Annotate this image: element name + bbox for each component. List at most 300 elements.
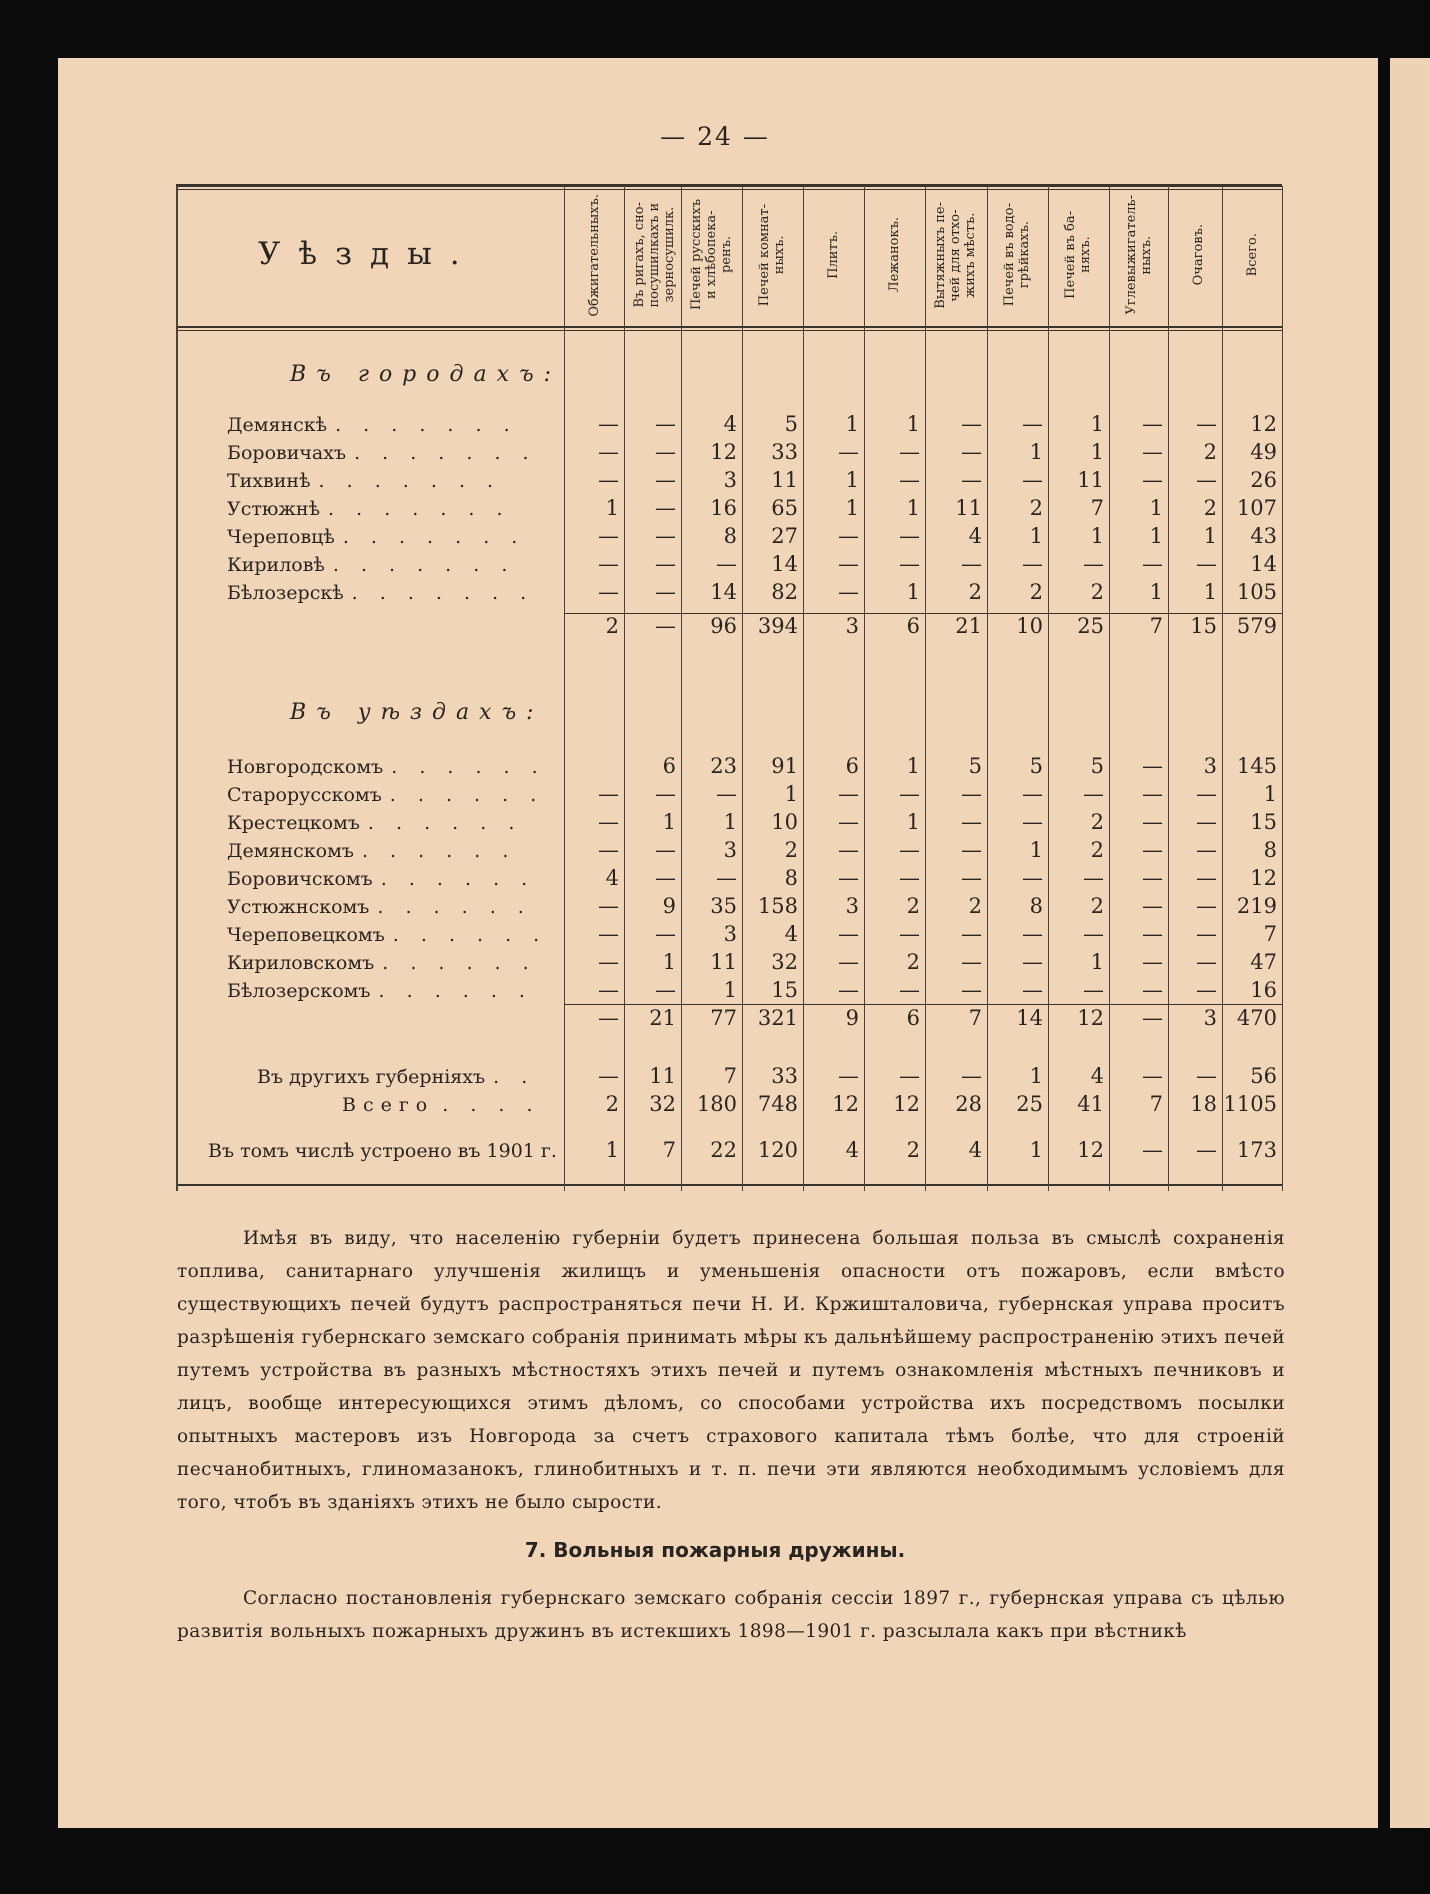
table-cell: — bbox=[899, 552, 920, 576]
table-cell: 9 bbox=[662, 894, 676, 918]
table-cell: 1105 bbox=[1223, 1092, 1277, 1116]
table-cell: 321 bbox=[757, 1006, 798, 1030]
table-cell: 49 bbox=[1250, 440, 1277, 464]
table-cell: 28 bbox=[955, 1092, 982, 1116]
column-header-5 bbox=[806, 190, 860, 320]
table-cell: — bbox=[1196, 838, 1217, 862]
table-cell: 15 bbox=[1190, 614, 1217, 638]
table-cell: — bbox=[1022, 468, 1043, 492]
table-cell: 9 bbox=[845, 1006, 859, 1030]
table-cell: — bbox=[1142, 838, 1163, 862]
table-cell: — bbox=[598, 440, 619, 464]
column-rule bbox=[925, 186, 926, 1191]
table-cell: — bbox=[838, 580, 859, 604]
table-cell: 1 bbox=[906, 754, 920, 778]
table-cell: 1 bbox=[1029, 524, 1043, 548]
table-cell: 1 bbox=[1090, 950, 1104, 974]
column-header-text: Очаговъ. bbox=[1190, 224, 1206, 286]
table-cell: — bbox=[899, 978, 920, 1002]
table-cell: — bbox=[1142, 552, 1163, 576]
table-cell: — bbox=[961, 552, 982, 576]
table-cell: 32 bbox=[649, 1092, 676, 1116]
table-cell: 12 bbox=[893, 1092, 920, 1116]
table-cell: 7 bbox=[1263, 922, 1277, 946]
table-cell: — bbox=[1022, 866, 1043, 890]
table-cell: 4 bbox=[723, 412, 737, 436]
table-cell: — bbox=[899, 838, 920, 862]
column-header-text: Въ ригахъ, сно- посушилкахъ и зерносушилк. bbox=[631, 202, 677, 308]
table-cell: — bbox=[655, 468, 676, 492]
column-header-7 bbox=[928, 190, 982, 320]
table-cell: 1 bbox=[1203, 524, 1217, 548]
district-row-label bbox=[227, 840, 516, 862]
table-cell: 1 bbox=[723, 978, 737, 1002]
table-cell: 22 bbox=[710, 1138, 737, 1162]
table-cell: — bbox=[1022, 552, 1043, 576]
table-cell: — bbox=[598, 978, 619, 1002]
table-cell: 2 bbox=[1090, 810, 1104, 834]
table-cell: 10 bbox=[771, 810, 798, 834]
page-number: — 24 — bbox=[660, 122, 770, 151]
leader-dots: . . . . . . bbox=[389, 784, 545, 806]
table-cell: — bbox=[1083, 922, 1104, 946]
table-cell: 1 bbox=[906, 810, 920, 834]
column-header-10 bbox=[1112, 190, 1166, 320]
column-header-1 bbox=[567, 190, 621, 320]
table-cell: 25 bbox=[1016, 1092, 1043, 1116]
table-cell: — bbox=[598, 524, 619, 548]
table-cell: — bbox=[1142, 440, 1163, 464]
table-cell: 3 bbox=[1203, 1006, 1217, 1030]
table-cell: — bbox=[716, 552, 737, 576]
column-header-text: Печей въ водо- грѣйкахъ. bbox=[1002, 203, 1032, 307]
table-cell: 4 bbox=[968, 524, 982, 548]
table-cell: 15 bbox=[1250, 810, 1277, 834]
table-cell: — bbox=[1142, 922, 1163, 946]
table-cell: 2 bbox=[784, 838, 798, 862]
table-cell: 2 bbox=[906, 950, 920, 974]
column-header-2 bbox=[627, 190, 681, 320]
table-cell: 14 bbox=[1016, 1006, 1043, 1030]
table-cell: 1 bbox=[1149, 496, 1163, 520]
table-cell: 7 bbox=[1090, 496, 1104, 520]
table-cell: 3 bbox=[845, 894, 859, 918]
district-row-name: Кириловскомъ bbox=[227, 952, 375, 974]
table-cell: 3 bbox=[723, 838, 737, 862]
table-cell: 4 bbox=[784, 922, 798, 946]
row-header: Уѣзды. bbox=[258, 236, 478, 272]
column-header-9 bbox=[1051, 190, 1105, 320]
table-cell: — bbox=[655, 978, 676, 1002]
table-cell: 1 bbox=[1029, 1064, 1043, 1088]
city-row-name: Кириловѣ bbox=[227, 554, 325, 576]
table-cell: — bbox=[961, 810, 982, 834]
table-cell: 18 bbox=[1190, 1092, 1217, 1116]
table-cell: — bbox=[838, 950, 859, 974]
table-cell: 2 bbox=[605, 1092, 619, 1116]
table-cell: — bbox=[598, 580, 619, 604]
table-cell: — bbox=[961, 412, 982, 436]
table-cell: — bbox=[598, 782, 619, 806]
column-header-text: Печей въ ба- няхъ. bbox=[1063, 211, 1093, 299]
table-cell: 6 bbox=[906, 1006, 920, 1030]
table-cell: — bbox=[655, 524, 676, 548]
table-cell: 7 bbox=[662, 1138, 676, 1162]
column-header-11 bbox=[1171, 190, 1225, 320]
table-cell: — bbox=[899, 468, 920, 492]
table-cell: — bbox=[655, 782, 676, 806]
table-cell: 21 bbox=[955, 614, 982, 638]
table-cell: — bbox=[838, 552, 859, 576]
column-rule bbox=[1109, 186, 1110, 1191]
table-cell: — bbox=[655, 440, 676, 464]
table-cell: — bbox=[899, 866, 920, 890]
grand-total-row-label bbox=[342, 1094, 541, 1116]
table-cell: — bbox=[598, 468, 619, 492]
city-row-name: Череповцѣ bbox=[227, 526, 335, 548]
column-rule bbox=[564, 186, 565, 1191]
table-cell: 5 bbox=[784, 412, 798, 436]
table-cell: 120 bbox=[757, 1138, 798, 1162]
table-cell: 2 bbox=[1203, 496, 1217, 520]
leader-dots: . . . . . . bbox=[380, 868, 536, 890]
table-cell: — bbox=[716, 782, 737, 806]
table-cell: — bbox=[655, 838, 676, 862]
column-header-12 bbox=[1225, 190, 1279, 320]
table-cell: 12 bbox=[1077, 1006, 1104, 1030]
table-cell: — bbox=[899, 922, 920, 946]
column-rule bbox=[803, 186, 804, 1191]
table-cell: — bbox=[1196, 782, 1217, 806]
table-cell: 15 bbox=[771, 978, 798, 1002]
table-cell: 1 bbox=[1263, 782, 1277, 806]
table-cell: — bbox=[716, 866, 737, 890]
table-cell: 394 bbox=[757, 614, 798, 638]
city-row-name: Боровичахъ bbox=[227, 442, 347, 464]
city-row-name: Бѣлозерскѣ bbox=[227, 582, 344, 604]
table-cell: 2 bbox=[1090, 894, 1104, 918]
city-row-name: Демянскѣ bbox=[227, 414, 328, 436]
column-rule bbox=[176, 186, 178, 1191]
column-rule bbox=[1222, 186, 1223, 1191]
column-header-text: Обжигательныхъ. bbox=[586, 193, 602, 317]
column-rule bbox=[864, 186, 865, 1191]
table-cell: 748 bbox=[757, 1092, 798, 1116]
table-cell: 1 bbox=[906, 496, 920, 520]
table-cell: — bbox=[838, 866, 859, 890]
table-cell: 35 bbox=[710, 894, 737, 918]
leader-dots: . . . . . . bbox=[391, 756, 546, 778]
table-cell: 25 bbox=[1077, 614, 1104, 638]
table-cell: 1 bbox=[906, 580, 920, 604]
table-cell: 6 bbox=[906, 614, 920, 638]
table-cell: 11 bbox=[710, 950, 737, 974]
table-cell: 23 bbox=[710, 754, 737, 778]
table-cell: — bbox=[1022, 922, 1043, 946]
column-header-text: Печей комнат- ныхъ. bbox=[757, 203, 787, 307]
table-cell: — bbox=[838, 440, 859, 464]
table-cell: — bbox=[838, 978, 859, 1002]
district-row-name: Крестецкомъ bbox=[227, 812, 360, 834]
table-cell: 82 bbox=[771, 580, 798, 604]
table-cell: 1 bbox=[723, 810, 737, 834]
table-cell: — bbox=[1142, 1006, 1163, 1030]
table-cell: — bbox=[838, 524, 859, 548]
table-cell: — bbox=[1142, 810, 1163, 834]
district-row-label bbox=[227, 756, 546, 778]
table-cell: — bbox=[1196, 922, 1217, 946]
table-cell: — bbox=[1083, 552, 1104, 576]
table-cell: — bbox=[598, 1064, 619, 1088]
table-cell: 6 bbox=[845, 754, 859, 778]
table-cell: — bbox=[961, 1064, 982, 1088]
district-row-name: Бѣлозерскомъ bbox=[227, 980, 371, 1002]
table-cell: — bbox=[1142, 782, 1163, 806]
table-cell: — bbox=[598, 1006, 619, 1030]
table-cell: — bbox=[961, 440, 982, 464]
leader-dots: . . . . . . bbox=[361, 840, 517, 862]
table-cell: 1 bbox=[1149, 524, 1163, 548]
table-cell: 2 bbox=[906, 894, 920, 918]
table-cell: — bbox=[838, 838, 859, 862]
column-rule bbox=[1048, 186, 1049, 1191]
table-cell: — bbox=[1022, 978, 1043, 1002]
table-cell: — bbox=[1196, 1064, 1217, 1088]
table-cell: — bbox=[1142, 1064, 1163, 1088]
table-cell: — bbox=[598, 810, 619, 834]
column-header-4 bbox=[745, 190, 799, 320]
table-cell: — bbox=[1022, 412, 1043, 436]
paragraph-stoves bbox=[177, 1222, 1285, 1519]
leader-dots: . . . . . . . bbox=[354, 442, 537, 464]
table-cell: — bbox=[598, 838, 619, 862]
table-cell: 5 bbox=[1090, 754, 1104, 778]
table-cell: 8 bbox=[723, 524, 737, 548]
table-cell: 1 bbox=[1029, 838, 1043, 862]
leader-dots: . . . . . . . bbox=[335, 414, 518, 436]
table-cell: — bbox=[1196, 1138, 1217, 1162]
district-row-label bbox=[227, 924, 547, 946]
district-row-label bbox=[227, 896, 532, 918]
table-cell: 16 bbox=[710, 496, 737, 520]
table-cell: 173 bbox=[1236, 1138, 1277, 1162]
leader-dots: . . . . . . . bbox=[328, 498, 511, 520]
table-cell: 1 bbox=[1029, 440, 1043, 464]
column-rule bbox=[742, 186, 743, 1191]
leader-dots: . . bbox=[493, 1066, 536, 1088]
table-cell: 12 bbox=[832, 1092, 859, 1116]
district-row-label bbox=[227, 784, 544, 806]
built-1901-row-label bbox=[208, 1140, 557, 1162]
leader-dots: . . . . . . bbox=[392, 924, 548, 946]
table-cell: 1 bbox=[605, 496, 619, 520]
table-cell: 158 bbox=[757, 894, 798, 918]
table-cell: — bbox=[1142, 894, 1163, 918]
table-cell: 12 bbox=[710, 440, 737, 464]
table-cell: — bbox=[961, 978, 982, 1002]
city-row-name: Тихвинѣ bbox=[227, 470, 311, 492]
table-cell: — bbox=[961, 922, 982, 946]
table-cell: 14 bbox=[1250, 552, 1277, 576]
city-row-label bbox=[227, 582, 534, 604]
table-cell: 2 bbox=[605, 614, 619, 638]
table-cell: — bbox=[598, 922, 619, 946]
table-cell: 14 bbox=[710, 580, 737, 604]
table-cell: 2 bbox=[906, 1138, 920, 1162]
table-cell: — bbox=[961, 866, 982, 890]
column-rule bbox=[1168, 186, 1169, 1191]
table-cell: 3 bbox=[1203, 754, 1217, 778]
district-row-name: Демянскомъ bbox=[227, 840, 354, 862]
table-cell: — bbox=[1022, 810, 1043, 834]
leader-dots: . . . . . . . bbox=[318, 470, 502, 492]
table-cell: 1 bbox=[906, 412, 920, 436]
table-cell: — bbox=[1196, 866, 1217, 890]
city-row-label bbox=[227, 442, 537, 464]
table-cell: 2 bbox=[1029, 496, 1043, 520]
table-cell: 5 bbox=[1029, 754, 1043, 778]
city-row-label bbox=[227, 414, 518, 436]
table-cell: 1 bbox=[784, 782, 798, 806]
table-cell: 12 bbox=[1077, 1138, 1104, 1162]
table-cell: 8 bbox=[1263, 838, 1277, 862]
table-cell: — bbox=[961, 950, 982, 974]
table-cell: — bbox=[598, 950, 619, 974]
city-row-name: Устюжнѣ bbox=[227, 498, 321, 520]
table-cell: — bbox=[838, 1064, 859, 1088]
table-cell: 8 bbox=[784, 866, 798, 890]
table-cell: — bbox=[1142, 866, 1163, 890]
table-cell: 1 bbox=[845, 496, 859, 520]
table-cell: 105 bbox=[1236, 580, 1277, 604]
table-cell: — bbox=[838, 810, 859, 834]
leader-dots: . . . . . . bbox=[377, 896, 532, 918]
table-cell: 3 bbox=[845, 614, 859, 638]
table-cell: — bbox=[655, 412, 676, 436]
column-header-text: Печей русскихъ и хлѣбопека- ренъ. bbox=[688, 199, 734, 311]
column-header-text: Плитъ. bbox=[825, 231, 841, 279]
column-rule bbox=[1282, 186, 1283, 1191]
leader-dots: . . . . . . bbox=[367, 812, 523, 834]
table-cell: 4 bbox=[968, 1138, 982, 1162]
table-cell: 14 bbox=[771, 552, 798, 576]
table-cell: 2 bbox=[1203, 440, 1217, 464]
table-cell: 219 bbox=[1236, 894, 1277, 918]
table-cell: 47 bbox=[1250, 950, 1277, 974]
leader-dots: . . . . . . . bbox=[342, 526, 526, 548]
table-cell: 2 bbox=[968, 580, 982, 604]
table-cell: 7 bbox=[1149, 614, 1163, 638]
table-cell: — bbox=[1196, 552, 1217, 576]
leader-dots: . . . . . . . bbox=[351, 582, 535, 604]
table-cell: — bbox=[1022, 782, 1043, 806]
table-cell: 1 bbox=[662, 950, 676, 974]
table-cell: 27 bbox=[771, 524, 798, 548]
table-cell: — bbox=[1142, 1138, 1163, 1162]
table-cell: — bbox=[655, 922, 676, 946]
table-cell: 2 bbox=[968, 894, 982, 918]
adjacent-page-edge bbox=[1390, 58, 1430, 1828]
table-cell: 26 bbox=[1250, 468, 1277, 492]
table-cell: 91 bbox=[771, 754, 798, 778]
table-cell: — bbox=[899, 1064, 920, 1088]
table-cell: — bbox=[961, 782, 982, 806]
table-cell: 4 bbox=[605, 866, 619, 890]
table-cell: — bbox=[838, 922, 859, 946]
total-rule bbox=[564, 613, 1282, 614]
table-cell: — bbox=[1083, 782, 1104, 806]
table-cell: — bbox=[1022, 950, 1043, 974]
city-row-label bbox=[227, 554, 515, 576]
table-cell: 6 bbox=[662, 754, 676, 778]
table-cell: — bbox=[899, 524, 920, 548]
table-cell: 11 bbox=[649, 1064, 676, 1088]
table-cell: 1 bbox=[605, 1138, 619, 1162]
column-header-text: Лежанокъ. bbox=[886, 217, 902, 293]
column-rule bbox=[987, 186, 988, 1191]
table-cell: 1 bbox=[845, 468, 859, 492]
table-cell: 1 bbox=[1203, 580, 1217, 604]
paragraph-fire-brigades bbox=[177, 1582, 1285, 1648]
table-cell: — bbox=[1196, 894, 1217, 918]
table-cell: 1 bbox=[662, 810, 676, 834]
table-cell: 470 bbox=[1236, 1006, 1277, 1030]
table-cell: 1 bbox=[1090, 440, 1104, 464]
table-cell: — bbox=[655, 580, 676, 604]
leader-dots: . . . . . . bbox=[378, 980, 533, 1002]
city-row-label bbox=[227, 498, 511, 520]
table-cell: 11 bbox=[955, 496, 982, 520]
table-cell: 41 bbox=[1077, 1092, 1104, 1116]
table-cell: 2 bbox=[1090, 580, 1104, 604]
leader-dots: . . . . . . . bbox=[332, 554, 516, 576]
section-districts: Въ уѣздахъ: bbox=[290, 700, 544, 725]
table-cell: 145 bbox=[1236, 754, 1277, 778]
district-row-name: Старорусскомъ bbox=[227, 784, 382, 806]
table-cell: 180 bbox=[696, 1092, 737, 1116]
table-cell: 12 bbox=[1250, 866, 1277, 890]
table-cell: 2 bbox=[1090, 838, 1104, 862]
district-row-name: Новгородскомъ bbox=[227, 756, 384, 778]
paragraph-fire-brigades-text: Согласно постановленія губернскаго земскаго собранія сессіи 1897 г., губернская управа съ цѣлью развитія вольныхъ пожарныхъ дружинъ въ истекшихъ 1898—1901 г. разсылала какъ при вѣстникѣ bbox=[177, 1588, 1285, 1642]
table-cell: 32 bbox=[771, 950, 798, 974]
table-cell: — bbox=[1083, 866, 1104, 890]
table-cell: 11 bbox=[771, 468, 798, 492]
section-cities: Въ городахъ: bbox=[290, 362, 562, 387]
other-provinces-row-label bbox=[257, 1066, 535, 1088]
city-row-label bbox=[227, 470, 501, 492]
table-cell: 77 bbox=[710, 1006, 737, 1030]
table-cell: 96 bbox=[710, 614, 737, 638]
table-cell: — bbox=[1196, 950, 1217, 974]
table-cell: — bbox=[1083, 978, 1104, 1002]
table-cell: 5 bbox=[968, 754, 982, 778]
table-cell: — bbox=[1196, 978, 1217, 1002]
table-cell: — bbox=[655, 866, 676, 890]
table-cell: 4 bbox=[845, 1138, 859, 1162]
table-cell: — bbox=[1196, 468, 1217, 492]
district-row-label bbox=[227, 812, 522, 834]
table-cell: — bbox=[899, 440, 920, 464]
table-cell: — bbox=[598, 894, 619, 918]
table-cell: — bbox=[838, 782, 859, 806]
table-cell: — bbox=[1142, 978, 1163, 1002]
table-cell: 1 bbox=[845, 412, 859, 436]
column-header-text: Всего. bbox=[1244, 233, 1260, 277]
table-cell: 33 bbox=[771, 1064, 798, 1088]
district-row-label bbox=[227, 980, 533, 1002]
table-cell: 8 bbox=[1029, 894, 1043, 918]
